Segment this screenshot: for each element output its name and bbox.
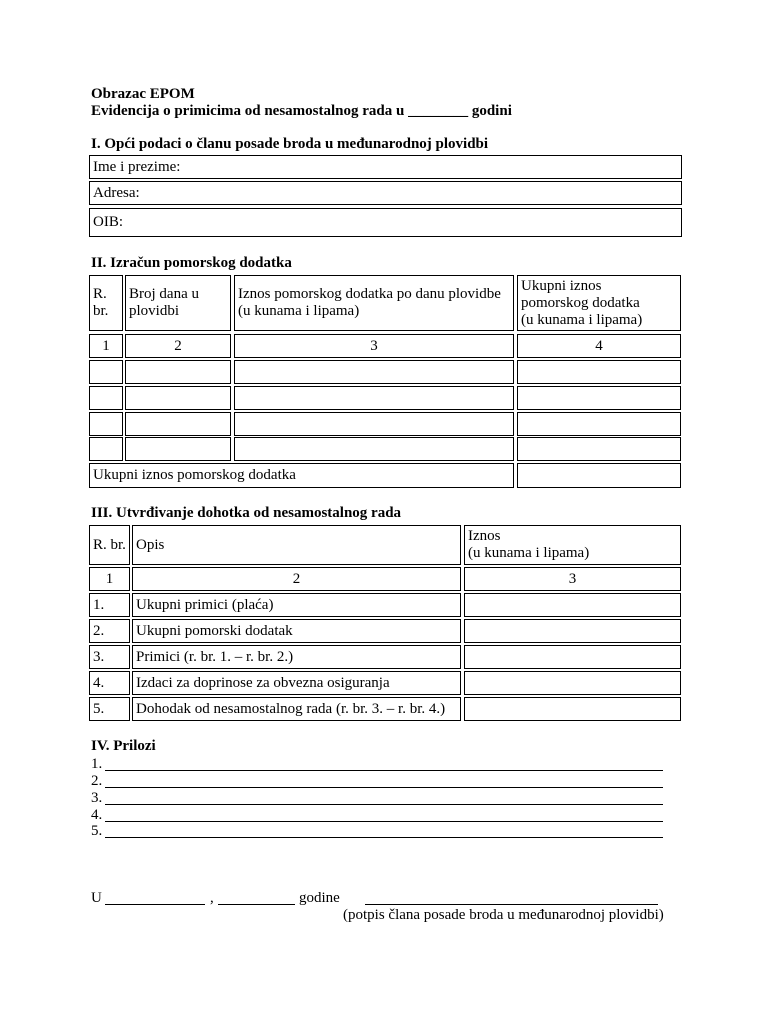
attachment-line[interactable] [105, 823, 663, 838]
allowance-row-total-cell[interactable] [517, 386, 681, 410]
section-income-heading: III. Utvrđivanje dohotka od nesamostalnog rada [91, 505, 402, 521]
attachment-line[interactable] [105, 773, 663, 788]
section-allowance-heading: II. Izračun pomorskog dodatka [91, 255, 292, 271]
allowance-header-number: R. br. [89, 275, 123, 331]
income-row-amount[interactable] [464, 645, 681, 669]
income-header-description: Opis [132, 525, 461, 565]
form-title: Obrazac EPOM [91, 86, 195, 102]
allowance-row-total-cell[interactable] [517, 437, 681, 461]
allowance-row-daily-cell[interactable] [234, 412, 514, 436]
allowance-column-number: 1 [89, 334, 123, 358]
income-row-description: Izdaci za doprinose za obvezna osiguranja [132, 671, 461, 695]
date-line[interactable] [218, 890, 295, 905]
income-column-number: 3 [464, 567, 681, 591]
income-row-description: Ukupni primici (plaća) [132, 593, 461, 617]
allowance-row-days-cell[interactable] [125, 386, 231, 410]
form-subtitle: Evidencija o primicima od nesamostalnog rada u ________ godini [91, 103, 512, 119]
place-date-separator: , [210, 890, 214, 906]
attachment-line[interactable] [105, 756, 663, 771]
allowance-row-daily-cell[interactable] [234, 437, 514, 461]
name-field[interactable] [89, 155, 682, 179]
oib-field[interactable] [89, 208, 682, 237]
attachment-number: 5. [91, 823, 103, 839]
income-row-amount[interactable] [464, 671, 681, 695]
allowance-row-days-cell[interactable] [125, 360, 231, 384]
attachment-number: 1. [91, 756, 103, 772]
allowance-total-value[interactable] [517, 463, 681, 488]
allowance-row-days-cell[interactable] [125, 437, 231, 461]
income-row-number: 4. [89, 671, 130, 695]
income-row-amount[interactable] [464, 697, 681, 721]
allowance-row-total-cell[interactable] [517, 360, 681, 384]
allowance-row-daily-cell[interactable] [234, 360, 514, 384]
allowance-column-number: 3 [234, 334, 514, 358]
allowance-column-number: 2 [125, 334, 231, 358]
allowance-header-total-amount: Ukupni iznos pomorskog dodatka (u kunama i lipama) [517, 275, 681, 331]
address-field-label: Adresa: [93, 184, 140, 201]
allowance-row-daily-cell[interactable] [234, 386, 514, 410]
allowance-header-daily-amount: Iznos pomorskog dodatka po danu plovidbe (u kunama i lipama) [234, 275, 514, 331]
oib-field-label: OIB: [93, 214, 123, 230]
income-row-number: 2. [89, 619, 130, 643]
section-general-heading: I. Opći podaci o članu posade broda u međunarodnoj plovidbi [91, 136, 489, 152]
income-row-description: Ukupni pomorski dodatak [132, 619, 461, 643]
income-header-amount: Iznos (u kunama i lipama) [464, 525, 681, 565]
allowance-row-number-cell[interactable] [89, 437, 123, 461]
income-column-number: 1 [89, 567, 130, 591]
allowance-row-number-cell[interactable] [89, 386, 123, 410]
income-row-description: Dohodak od nesamostalnog rada (r. br. 3. – r. br. 4.) [132, 697, 461, 721]
allowance-total-label: Ukupni iznos pomorskog dodatka [89, 463, 514, 488]
section-attachments-heading: IV. Prilozi [91, 738, 156, 754]
address-field[interactable] [89, 181, 682, 205]
signature-caption: (potpis člana posade broda u međunarodnoj plovidbi) [343, 907, 664, 923]
allowance-header-days: Broj dana u plovidbi [125, 275, 231, 331]
income-row-amount[interactable] [464, 593, 681, 617]
income-row-amount[interactable] [464, 619, 681, 643]
income-row-description: Primici (r. br. 1. – r. br. 2.) [132, 645, 461, 669]
allowance-row-number-cell[interactable] [89, 360, 123, 384]
allowance-row-total-cell[interactable] [517, 412, 681, 436]
allowance-row-days-cell[interactable] [125, 412, 231, 436]
income-header-number: R. br. [89, 525, 130, 565]
attachment-number: 2. [91, 773, 103, 789]
income-row-number: 3. [89, 645, 130, 669]
signature-line[interactable] [365, 890, 658, 905]
income-row-number: 5. [89, 697, 130, 721]
income-row-number: 1. [89, 593, 130, 617]
place-line[interactable] [105, 890, 205, 905]
name-field-label: Ime i prezime: [93, 158, 181, 175]
attachment-number: 3. [91, 790, 103, 806]
year-label: godine [299, 890, 340, 906]
place-prefix: U [91, 890, 102, 906]
attachment-line[interactable] [105, 790, 663, 805]
allowance-column-number: 4 [517, 334, 681, 358]
income-column-number: 2 [132, 567, 461, 591]
attachment-line[interactable] [105, 807, 663, 822]
attachment-number: 4. [91, 807, 103, 823]
allowance-row-number-cell[interactable] [89, 412, 123, 436]
